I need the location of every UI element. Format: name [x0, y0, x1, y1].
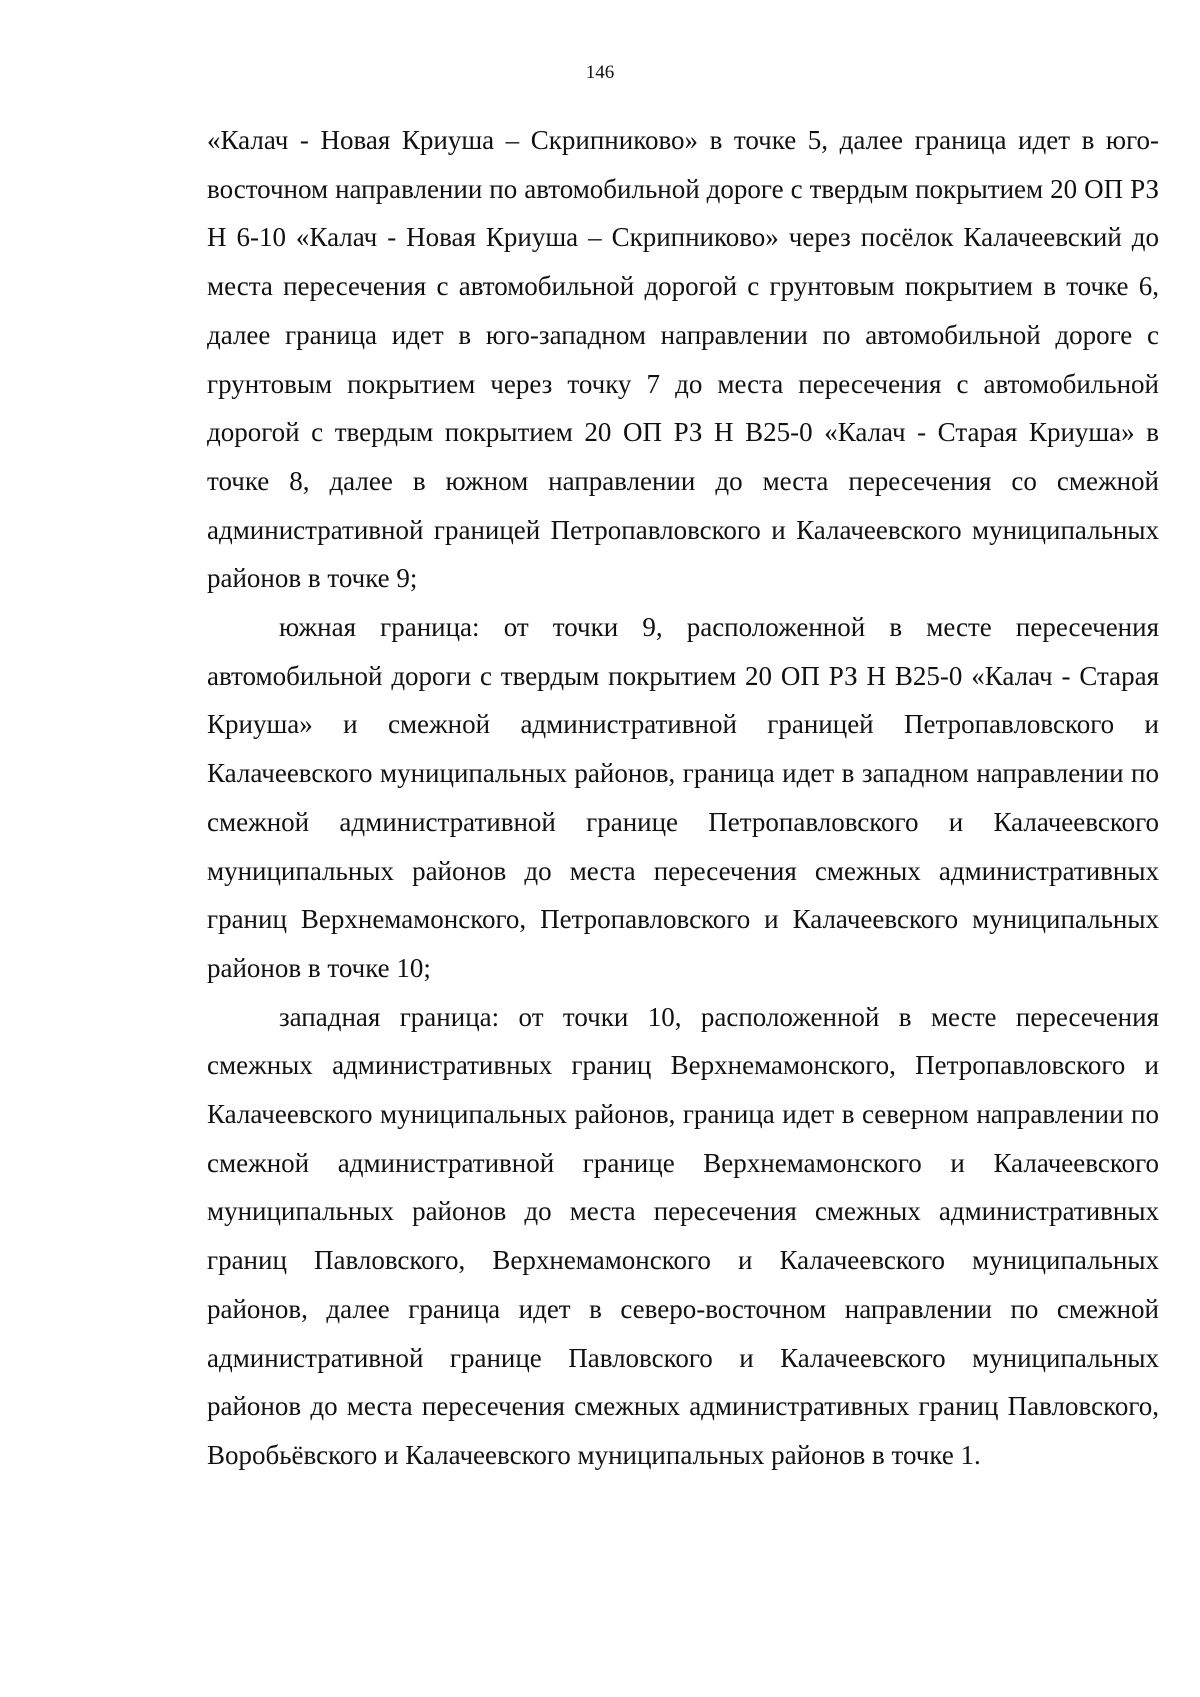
paragraph-southern-border: южная граница: от точки 9, расположенной в месте пересечения автомобильной дороги с твердым покрытием 20 ОП РЗ Н В25-0 «Калач - Старая Криуша» и смежной административной границей Петропавловского и Калачеевского муниципальных районов, граница идет в западном направлении по смежной административной границе Петропавловского и Калачеевского муниципальных районов до места пересечения смежных административных границ Верхнемамонского, Петропавловского и Калачеевского муниципальных районов в точке 10;: [207, 612, 1159, 983]
document-body: [207, 116, 1159, 1480]
paragraph-continuation: «Калач - Новая Криуша – Скрипниково» в точке 5, далее граница идет в юго-восточном направлении по автомобильной дороге с твердым покрытием 20 ОП РЗ Н 6-10 «Калач - Новая Криуша – Скрипниково» через посёлок Калачеевский до места пересечения с автомобильной дорогой с грунтовым покрытием в точке 6, далее граница идет в юго-западном направлении по автомобильной дороге с грунтовым покрытием через точку 7 до места пересечения с автомобильной дорогой с твердым покрытием 20 ОП РЗ Н В25-0 «Калач - Старая Криуша» в точке 8, далее в южном направлении до места пересечения со смежной административной границей Петропавловского и Калачеевского муниципальных районов в точке 9;: [207, 125, 1159, 594]
page-number: 146: [585, 62, 615, 83]
paragraph-western-border: западная граница: от точки 10, расположенной в месте пересечения смежных административных границ Верхнемамонского, Петропавловского и Калачеевского муниципальных районов, граница идет в северном направлении по смежной административной границе Верхнемамонского и Калачеевского муниципальных районов до места пересечения смежных административных границ Павловского, Верхнемамонского и Калачеевского муниципальных районов, далее граница идет в северо-восточном направлении по смежной административной границе Павловского и Калачеевского муниципальных районов до места пересечения смежных административных границ Павловского, Воробьёвского и Калачеевского муниципальных районов в точке 1.: [207, 1001, 1159, 1470]
